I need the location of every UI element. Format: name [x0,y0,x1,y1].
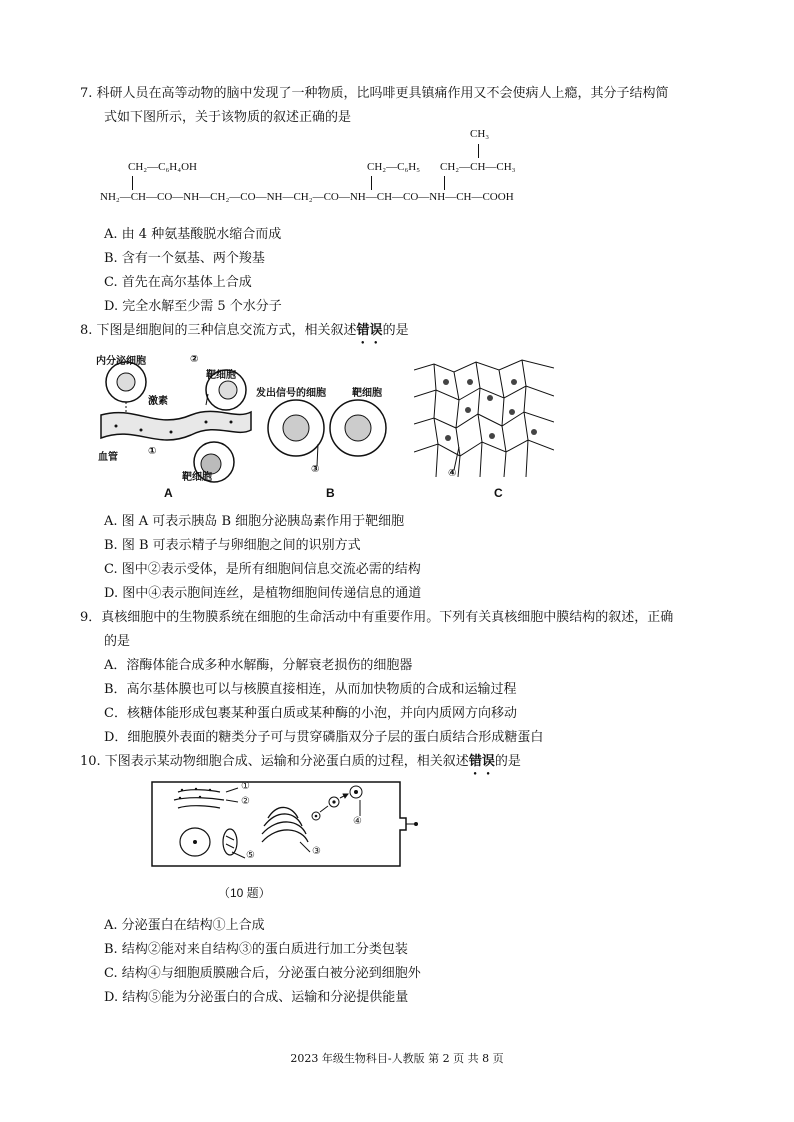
formula-r3: CH₂—CH—CH₃ [440,161,516,173]
q10-option-b: B. 结构②能对来自结构③的蛋白质进行加工分类包装 [104,942,408,957]
label-vessel: 血管 [98,452,118,463]
q8-stem [80,319,409,347]
label-num-4: ④ [448,468,457,479]
q7-option-b: B. 含有一个氨基、两个羧基 [104,251,265,266]
figure-a-label: A [164,486,173,500]
label-num-3: ③ [311,464,320,475]
formula-main-chain: NH₂—CH—CO—NH—CH₂—CO—NH—CH₂—CO—NH—CH—CO—NH—CH—COOH [100,191,514,203]
q7-stem-line2: 式如下图所示，关于该物质的叙述正确的是 [104,110,352,125]
formula-r1: CH₂—C₆H₄OH [128,161,197,173]
q9-option-b: B．高尔基体膜也可以与核膜直接相连，从而加快物质的合成和运输过程 [104,682,517,697]
q10-figure [150,778,420,870]
q7-option-a: A. 由 4 种氨基酸脱水缩合而成 [104,227,282,242]
q8-stem-after: 的是 [382,323,409,338]
q10-stem [80,750,521,778]
q8-stem-emph: 错误 [356,323,383,338]
label-num-1: ① [241,781,250,792]
label-target-cell-b: 靶细胞 [352,388,382,399]
figure-b-label: B [326,486,335,500]
q8-figure-a [96,350,256,502]
q10-figure-caption: （10 题） [218,886,271,900]
q10-stem-emph: 错误 [468,754,495,769]
q8-figure-c [414,352,554,502]
bond-line [444,176,445,190]
bond-line [371,176,372,190]
figure-c-label: C [494,486,503,500]
label-num-1: ① [148,446,157,457]
figure-c-drawing [414,352,554,482]
q10-option-d: D. 结构⑤能为分泌蛋白的合成、运输和分泌提供能量 [104,990,409,1005]
formula-top-ch3: CH₃ [470,128,490,140]
label-target-cell-bottom: 靶细胞 [182,472,212,483]
page-footer: 2023 年级生物科目-人教版 第 2 页 共 8 页 [290,1052,504,1065]
q9-stem-line2: 的是 [104,634,131,649]
q9-option-a: A．溶酶体能合成多种水解酶，分解衰老损伤的细胞器 [104,658,413,673]
formula-r2: CH₂—C₆H₅ [367,161,421,173]
label-num-4: ④ [353,816,362,827]
bond-line [478,144,479,158]
q8-figure-b [256,386,396,502]
q7-structural-formula [100,128,520,210]
q8-option-d: D. 图中④表示胞间连丝，是植物细胞间传递信息的通道 [104,586,422,601]
q10-stem-after: 的是 [494,754,521,769]
q8-option-b: B. 图 B 可表示精子与卵细胞之间的识别方式 [104,538,361,553]
q10-option-c: C. 结构④与细胞质膜融合后，分泌蛋白被分泌到细胞外 [104,966,421,981]
q7-option-c: C. 首先在高尔基体上合成 [104,275,252,290]
label-signal-cell: 发出信号的细胞 [256,388,326,399]
q9-stem-line1: 9．真核细胞中的生物膜系统在细胞的生命活动中有重要作用。下列有关真核细胞中膜结构的叙述，正确 [80,610,674,625]
bond-line [132,176,133,190]
q9-option-d: D．细胞膜外表面的糖类分子可与贯穿磷脂双分子层的蛋白质结合形成糖蛋白 [104,730,544,745]
q10-figure-drawing [150,778,420,870]
q7-stem-line1: 7. 科研人员在高等动物的脑中发现了一种物质，比吗啡更具镇痛作用又不会使病人上瘾，其分子结构简 [80,86,669,101]
figure-b-drawing [256,386,396,486]
label-num-2: ② [241,796,250,807]
q10-option-a: A. 分泌蛋白在结构①上合成 [104,918,265,933]
q9-option-c: C．核糖体能形成包裹某种蛋白质或某种酶的小泡，并向内质网方向移动 [104,706,517,721]
label-num-3: ③ [312,846,321,857]
label-endocrine-cell: 内分泌细胞 [96,356,146,367]
q8-stem-before: 8. 下图是细胞间的三种信息交流方式，相关叙述 [80,323,357,338]
q8-option-a: A. 图 A 可表示胰岛 B 细胞分泌胰岛素作用于靶细胞 [104,514,405,529]
q10-stem-before: 10. 下图表示某动物细胞合成、运输和分泌蛋白质的过程，相关叙述 [80,754,469,769]
label-target-cell-top: 靶细胞 [206,370,236,381]
label-num-2: ② [190,354,199,365]
q8-option-c: C. 图中②表示受体，是所有细胞间信息交流必需的结构 [104,562,421,577]
label-hormone: 激素 [148,396,168,407]
label-num-5: ⑤ [246,850,255,861]
q7-option-d: D. 完全水解至少需 5 个水分子 [104,299,282,314]
